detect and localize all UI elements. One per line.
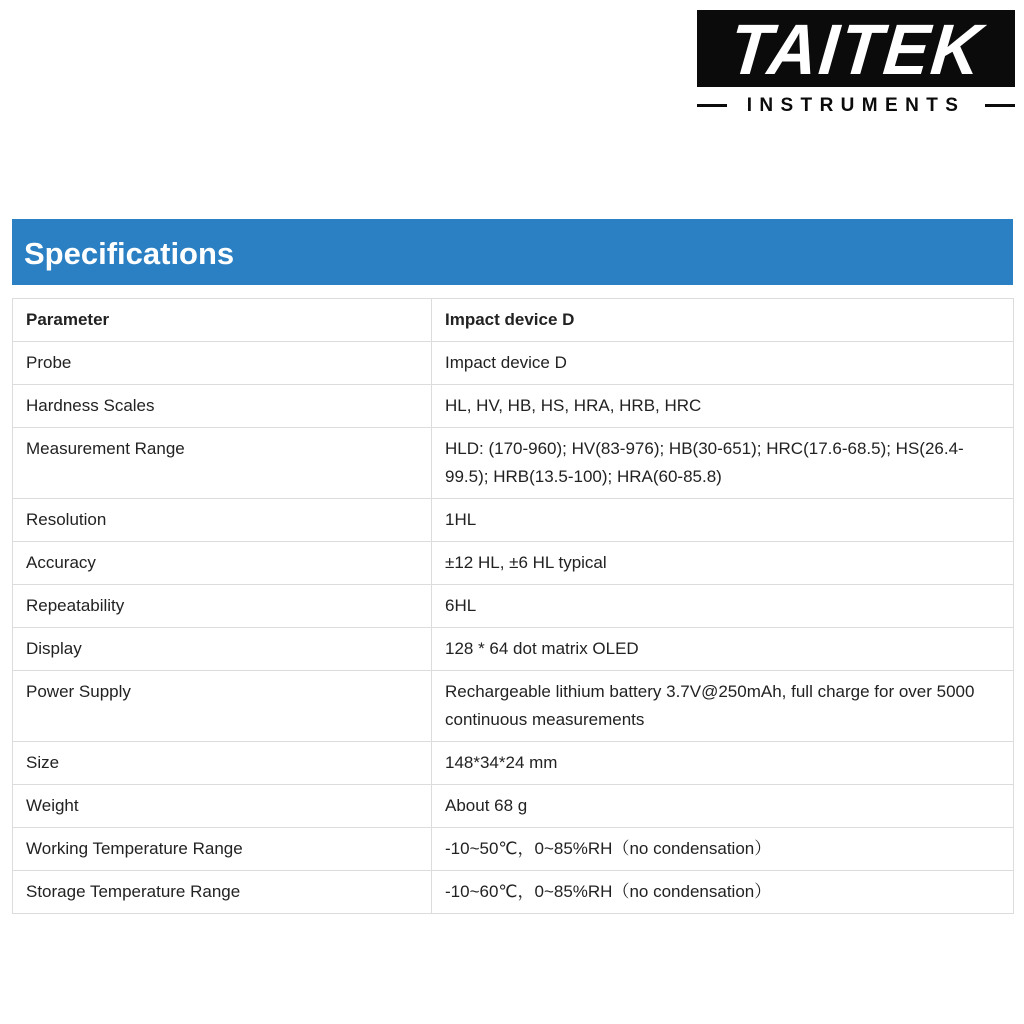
row-value: -10~60℃，0~85%RH（no condensation）	[432, 871, 1014, 914]
row-value: Impact device D	[432, 342, 1014, 385]
table-row	[13, 828, 1014, 871]
table-row	[13, 542, 1014, 585]
row-value: HLD: (170-960); HV(83-976); HB(30-651); HRC(17.6-68.5); HS(26.4-99.5); HRB(13.5-100); HRA(60-85.8)	[432, 428, 1014, 499]
row-value: 6HL	[432, 585, 1014, 628]
logo-brand-text: TAITEK	[725, 9, 987, 90]
logo-right-rule	[985, 104, 1015, 107]
row-value: ±12 HL, ±6 HL typical	[432, 542, 1014, 585]
table-row	[13, 428, 1014, 499]
logo-subtitle-row	[697, 94, 1015, 116]
table-row	[13, 385, 1014, 428]
row-label: Hardness Scales	[13, 385, 432, 428]
row-value: About 68 g	[432, 785, 1014, 828]
table-row	[13, 742, 1014, 785]
row-value: 148*34*24 mm	[432, 742, 1014, 785]
row-value: HL, HV, HB, HS, HRA, HRB, HRC	[432, 385, 1014, 428]
taitek-logo	[697, 10, 1015, 116]
table-row	[13, 671, 1014, 742]
row-label: Resolution	[13, 499, 432, 542]
row-label: Probe	[13, 342, 432, 385]
row-label: Working Temperature Range	[13, 828, 432, 871]
row-value: -10~50℃，0~85%RH（no condensation）	[432, 828, 1014, 871]
table-header-row	[13, 299, 1014, 342]
row-label: Repeatability	[13, 585, 432, 628]
row-label: Power Supply	[13, 671, 432, 742]
row-label: Storage Temperature Range	[13, 871, 432, 914]
row-value: 128 * 64 dot matrix OLED	[432, 628, 1014, 671]
specifications-header	[12, 219, 1013, 285]
row-label: Measurement Range	[13, 428, 432, 499]
logo-subtitle-text: INSTRUMENTS	[746, 94, 966, 116]
table-row	[13, 499, 1014, 542]
logo-wordmark-box	[697, 9, 1015, 90]
table-row	[13, 342, 1014, 385]
row-value: Rechargeable lithium battery 3.7V@250mAh, full charge for over 5000 continuous measurements	[432, 671, 1014, 742]
table-row	[13, 871, 1014, 914]
header-impact-device: Impact device D	[432, 299, 1014, 342]
table-row	[13, 585, 1014, 628]
table-row	[13, 785, 1014, 828]
row-label: Display	[13, 628, 432, 671]
row-label: Weight	[13, 785, 432, 828]
row-label: Accuracy	[13, 542, 432, 585]
section-title: Specifications	[24, 235, 235, 271]
table-row	[13, 628, 1014, 671]
row-label: Size	[13, 742, 432, 785]
header-parameter: Parameter	[13, 299, 432, 342]
specifications-table	[12, 298, 1014, 914]
row-value: 1HL	[432, 499, 1014, 542]
logo-left-rule	[697, 104, 727, 107]
